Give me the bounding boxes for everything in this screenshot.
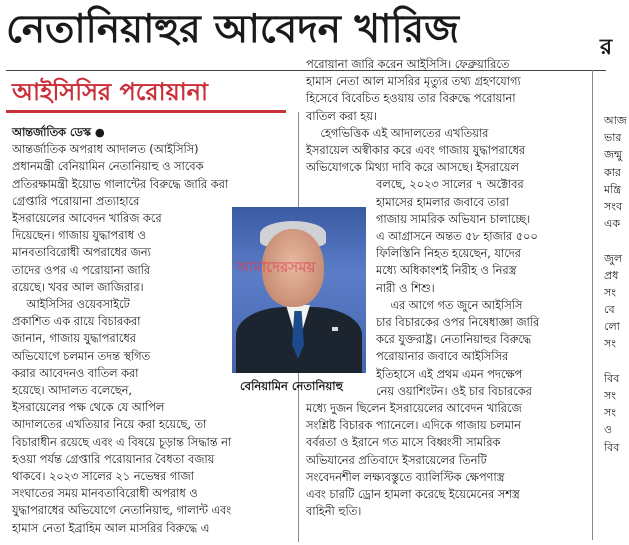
article-line: আন্তর্জাতিক অপরাধ আদালত (আইসিসি) [12, 143, 199, 157]
article-line: হওয়া পর্যন্ত গ্রেপ্তারি পরোয়ানার বৈধতা বজায় [12, 452, 215, 466]
article-line: গ্রেপ্তারি পরোয়ানা প্রত্যাহারে [12, 194, 140, 208]
next-article-headline-fragment: র [600, 35, 613, 60]
edge-line: মন্ত্রি [604, 182, 621, 196]
article-line: রয়েছে। খবর আল জাজিরার। [12, 280, 144, 294]
article-line: ইতিহাসে এই প্রথম এমন পদক্ষেপ [376, 367, 523, 381]
edge-line: আজ [604, 114, 627, 127]
article-line: চার বিচারকের ওপর নিষেধাজ্ঞা জারি [376, 316, 540, 330]
edge-line: প্রধ [604, 268, 619, 282]
article-line: বর্বরতা ও ইরানে গত মাসে বিধ্বংসী সামরিক [306, 436, 501, 450]
article-line: ইসরায়েলের পক্ষ থেকে যে আপিল [12, 401, 165, 415]
article-line: এর আগে গত জুনে আইসিসি [376, 298, 523, 312]
article-line: হিসেবে বিবেচিত হওয়ায় তার বিরুদ্ধে পরোয়ানা [306, 92, 516, 106]
watermark: আমাদেরসময় [236, 258, 316, 276]
subheadline: আইসিসির পরোয়ানা [12, 78, 208, 106]
article-line: অভিযানের প্রতিবাদে ইসরায়েলের তিনটি [306, 453, 487, 467]
article-line: সংশ্লিষ্ট বিচারক প্যানেলে। এদিকে গাজায় চলমান [306, 419, 521, 433]
article-line: পরোয়ানার জবাবে আইসিসির [376, 350, 509, 364]
edge-line: কার [604, 165, 621, 179]
edge-line: ও [604, 423, 613, 437]
subheadline-underline [6, 110, 286, 113]
article-line: যুদ্ধাপরাধের অভিযোগে নেতানিয়াহু, গালান্ট এবং [12, 504, 232, 518]
article-line: অভিযোগে চলমান তদন্ত স্থগিত [12, 349, 151, 363]
article-line: মধ্যে দুজন ছিলেন ইসরায়েলের আবেদন খারিজে [306, 402, 522, 416]
article-line: হেগভিত্তিক এই আদালতের এখতিয়ার [306, 126, 489, 140]
article-line: নেয় ওয়াশিংটন। ওই চার বিচারকের [376, 384, 532, 398]
article-line: মধ্যে অধিকাংশই নিরীহ ও নিরস্ত্র [376, 264, 517, 278]
edge-line [604, 353, 628, 370]
edge-line: সং [604, 337, 617, 351]
article-line: ইসরায়েল অস্বীকার করে এবং গাজায় যুদ্ধাপরাধের [306, 144, 526, 158]
edge-line: লো [604, 320, 620, 334]
dateline: আন্তর্জাতিক ডেস্ক ● [12, 126, 105, 139]
article-line: হামাস নেতা ইব্রাহিম আল মাসরির বিরুদ্ধে এ [12, 521, 210, 535]
article-line: এবং চারটি ড্রোন হামলা করেছে ইয়েমেনের সশস্ত্র [306, 488, 520, 502]
article-line: নারী ও শিশু। [376, 281, 435, 295]
article-line: ফিলিস্তিনি নিহত হয়েছেন, যাদের [376, 247, 521, 261]
article-line: দিয়েছেন। গাজায় যুদ্ধাপরাধ ও [12, 229, 146, 243]
article-line: বাতিল করা হয়। [306, 109, 377, 123]
edge-line: বে [604, 303, 615, 317]
article-line: ইসরায়েলের আবেদন খারিজ করে [12, 212, 162, 226]
edge-line [604, 232, 628, 249]
article-line: হামাসের হামলার জবাবে তারা [376, 195, 509, 209]
edge-line: সংব [604, 199, 623, 213]
article-line: আদালতের এখতিয়ার নিয়ে করা হয়েছে, তা [12, 418, 207, 432]
edge-line: এক [604, 217, 621, 231]
article-line: অভিযোগকে মিথ্যা দাবি করে আসছে। ইসরায়েল [306, 161, 519, 175]
edge-line: সং [604, 406, 617, 420]
edge-line: সং [604, 285, 617, 299]
article-line: করে যুক্তরাষ্ট্র। নেতানিয়াহুর বিরুদ্ধে [376, 333, 532, 347]
article-line: মানবতাবিরোধী অপরাধের জন্য [12, 246, 151, 260]
edge-line: জুল [604, 251, 623, 265]
edge-line: বিব [604, 371, 620, 385]
edge-line: জন্মু [604, 148, 623, 162]
article-line: বলছে, ২০২৩ সালের ৭ অক্টোবর [376, 178, 524, 192]
photo-caption: বেনিয়ামিন নেতানিয়াহু [240, 379, 343, 393]
portrait-photo [232, 207, 366, 373]
article-line: তাদের ওপর এ পরোয়ানা জারি [12, 263, 151, 277]
column-divider-right [592, 70, 593, 540]
article-line: প্রকাশিত এক রায়ে বিচারকরা [12, 315, 141, 329]
article-line: প্রতিরক্ষামন্ত্রী ইয়োভ গালান্টের বিরুদ্ধে জারি করা [12, 177, 229, 191]
edge-line: বিব [604, 440, 620, 454]
article-line: সংঘাতের সময় মানবতাবিরোধী অপরাধ ও [12, 487, 198, 501]
article-line: পরোয়ানা জারি করেন আইসিসি। ফেব্রুয়ারিতে [306, 58, 510, 71]
photo-lapel-pin [332, 327, 338, 331]
edge-line: ভার [604, 131, 622, 145]
article-line: হামাস নেতা আল মাসরির মৃত্যুর তথ্য গ্রহণযোগ্য [306, 75, 521, 89]
cropped-edge-column [604, 112, 628, 456]
article-line: করার আবেদনও বাতিল করা [12, 366, 139, 380]
article-line: বাহিনী হুতি। [306, 505, 362, 519]
article-line: আইসিসির ওয়েবসাইটে [12, 298, 130, 312]
headline: নেতানিয়াহুর আবেদন খারিজ [6, 7, 459, 52]
article-line: জানান, গাজায় যুদ্ধাপরাধের [12, 332, 136, 346]
article-line: এ আগ্রাসনে অন্তত ৫৮ হাজার ৫০০ [376, 230, 538, 244]
article-line: গাজায় সামরিক অভিযান চালাচ্ছে। [376, 212, 531, 226]
article-line: সংবেদনশীল লক্ষ্যবস্তুতে ব্যালিস্টিক ক্ষেপণাস্ত্র [306, 470, 505, 484]
edge-line: সং [604, 389, 617, 402]
article-line: হয়েছে। আদালত বলেছেন, [12, 384, 132, 398]
article-line: প্রধানমন্ত্রী বেনিয়ামিন নেতানিয়াহু ও সাবেক [12, 160, 204, 174]
article-line: বিচারাধীন রয়েছে এবং এ বিষয়ে চূড়ান্ত সিদ্ধান্ত না [12, 435, 232, 449]
article-line: থাকবে। ২০২৩ সালের ২১ নভেম্বর গাজা [12, 470, 194, 484]
